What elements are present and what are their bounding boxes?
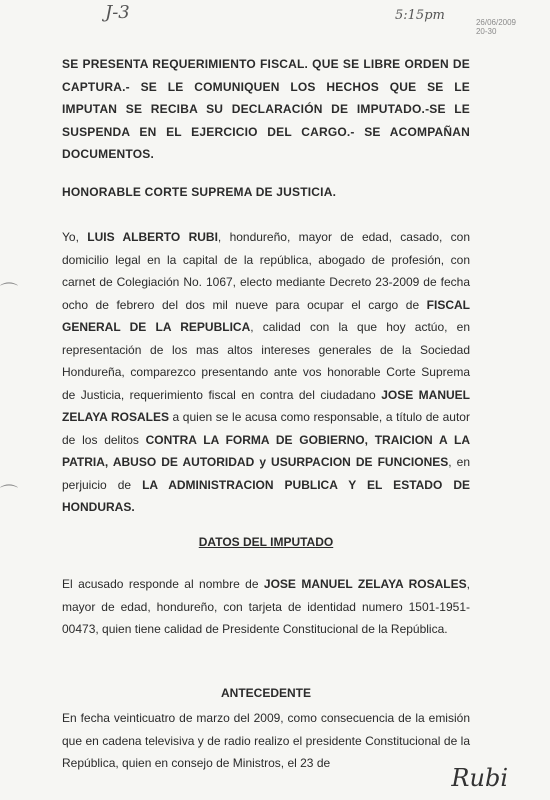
section-title-antecedente: ANTECEDENTE	[220, 686, 311, 700]
antecedente-paragraph: En fecha veinticuatro de marzo del 2009, como consecuencia de la emisión que en cadena televisiva y de radio realizo el presidente Constitucional de la República, quien en consejo de Ministros, el 23 de	[62, 711, 470, 770]
handwritten-signature: Rubi	[451, 764, 508, 792]
accused-name: JOSE MANUEL ZELAYA ROSALES	[263, 577, 467, 591]
imputado-paragraph	[62, 573, 470, 641]
salutation: HONORABLE CORTE SUPREMA DE JUSTICIA.	[62, 185, 337, 199]
left-margin-mark: ⌒	[0, 282, 18, 302]
prosecutor-name: LUIS ALBERTO RUBI	[87, 230, 218, 244]
stamp-code: 20-30	[475, 27, 497, 36]
paragraph-text: a quien se le acusa como responsable, a título de autor de los delitos	[62, 410, 470, 447]
accused-name: JOSE MANUEL ZELAYA ROSALES	[62, 387, 470, 424]
paragraph-text: El acusado responde al nombre de	[62, 577, 264, 591]
victim: LA ADMINISTRACION PUBLICA Y EL ESTADO DE HONDURAS.	[62, 477, 470, 514]
paragraph-text: Yo,	[62, 230, 88, 244]
section-title-imputado: DATOS DEL IMPUTADO	[198, 535, 334, 549]
document-title: SE PRESENTA REQUERIMIENTO FISCAL. QUE SE LIBRE ORDEN DE CAPTURA.- SE LE COMUNIQUEN LOS HECHOS QUE SE LE IMPUTAN SE RECIBA SU DECLARACIÓN DE IMPUTADO.-SE LE SUSPENDA EN EL EJERCICIO DEL CARGO.- SE ACOMPAÑAN DOCUMENTOS.	[62, 57, 470, 161]
receipt-stamp	[476, 18, 516, 36]
paragraph-text: , calidad con la que hoy actúo, en representación de los mas altos intereses generales de la Sociedad Hondureña, comparezco presentando ante vos honorable Corte Suprema de Justicia, requerimiento fiscal en contra del ciudadano	[62, 320, 470, 402]
left-handwritten-note: J-3	[105, 2, 130, 23]
office-title: FISCAL GENERAL DE LA REPUBLICA	[62, 297, 470, 334]
introductory-paragraph	[62, 226, 470, 519]
left-margin-mark: ⌒	[0, 484, 18, 504]
right-handwritten-note: 5:15pm	[395, 8, 445, 23]
paragraph-text: , en perjuicio de	[62, 455, 470, 492]
stamp-date: 26/06/2009	[475, 18, 516, 27]
crimes-list: CONTRA LA FORMA DE GOBIERNO, TRAICION A LA PATRIA, ABUSO DE AUTORIDAD y USURPACION DE FUNCIONES	[62, 432, 470, 469]
paragraph-text: , mayor de edad, hondureño, con tarjeta de identidad numero 1501-1951-00473, quien tiene calidad de Presidente Constitucional de la República.	[62, 577, 470, 636]
paragraph-text: , hondureño, mayor de edad, casado, con domicilio legal en la capital de la república, abogado de profesión, con carnet de Colegiación No. 1067, electo mediante Decreto 23-2009 de fecha ocho de febrero del dos mil nueve para ocupar el cargo de	[62, 230, 471, 312]
